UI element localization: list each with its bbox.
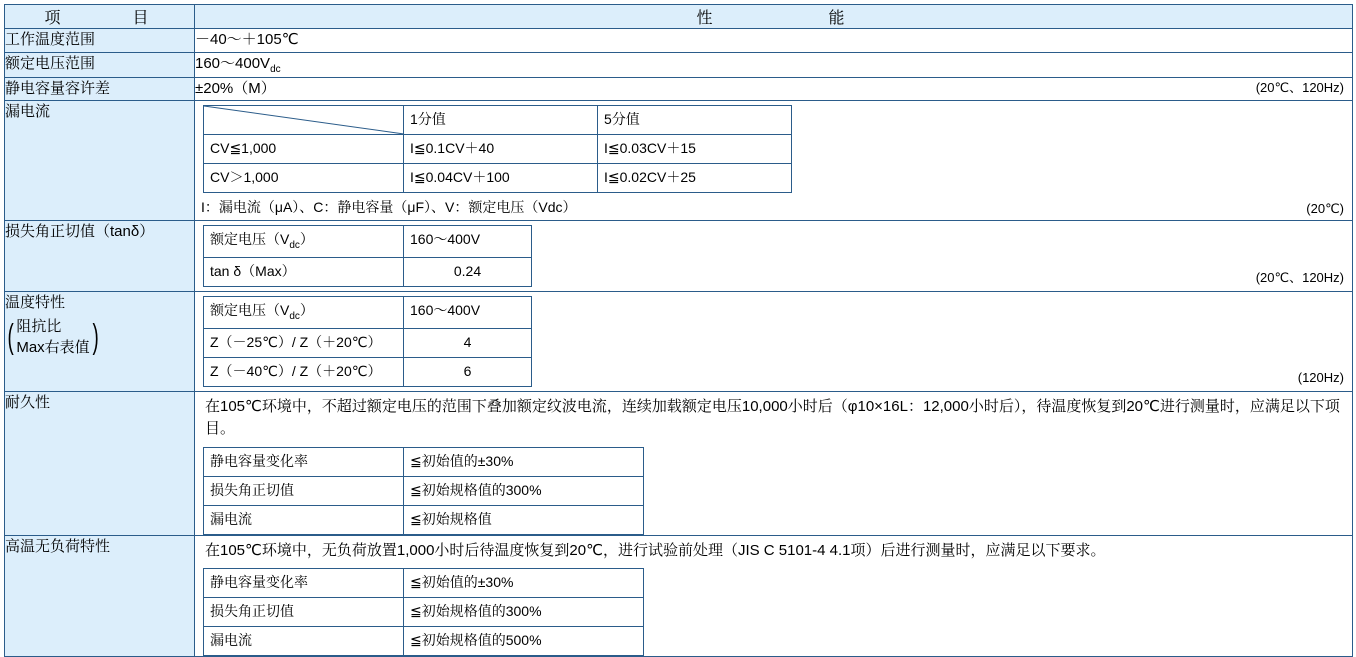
- table-header-row: [5, 5, 1353, 29]
- row-value-tan-delta: [195, 221, 1353, 292]
- temp-char-r3-name: Z（－40℃）/ Z（＋20℃）: [204, 357, 404, 386]
- leakage-inner-table: [203, 105, 792, 193]
- tan-delta-r1-name-post: ）: [299, 231, 314, 247]
- tan-delta-r2-name-pre: tan: [210, 262, 230, 279]
- table-row: [5, 77, 1353, 101]
- tan-delta-note: (20℃、120Hz): [1255, 270, 1344, 286]
- table-row: [5, 221, 1353, 292]
- row-label-temp-char: [5, 291, 195, 391]
- endurance-description: 在105℃环境中，不超过额定电压的范围下叠加额定纹波电流，连续加载额定电压10,000小时后（φ10×16L：12,000小时后），待温度恢复到20℃进行测量时，应满足以下项目。: [205, 397, 1340, 438]
- temp-char-r1-name-sub: dc: [289, 310, 300, 322]
- endurance-inner-table: [203, 447, 644, 535]
- row-value-voltage-range: [195, 52, 1353, 77]
- temp-char-r3-value: 6: [404, 357, 532, 386]
- endurance-r2-value: ≦初始规格值的300%: [404, 476, 644, 505]
- high-temp-r1-value: ≦初始值的±30%: [404, 569, 644, 598]
- row-value-endurance: [195, 391, 1353, 535]
- temp-char-label-line2: 阻抗比: [16, 317, 62, 335]
- voltage-value-subscript: dc: [270, 63, 281, 75]
- leakage-r1-5min: I≦0.03CV＋15: [598, 135, 792, 164]
- tan-delta-r1-name-pre: 额定电压（V: [210, 231, 290, 247]
- endurance-r1-value: ≦初始值的±30%: [404, 447, 644, 476]
- temp-char-note: (120Hz): [1297, 370, 1344, 386]
- leakage-r1-1min: I≦0.1CV＋40: [404, 135, 598, 164]
- temp-char-r1-name: [204, 296, 404, 328]
- endurance-row-3: [204, 505, 644, 534]
- high-temp-r2-value: ≦初始规格值的300%: [404, 598, 644, 627]
- row-label-capacitance-tol: 静电容量容许差: [5, 77, 195, 101]
- temp-char-r2-name: Z（－25℃）/ Z（＋20℃）: [204, 328, 404, 357]
- tan-delta-r1-name-sub: dc: [289, 239, 300, 251]
- leakage-col2-header: 5分值: [598, 106, 792, 135]
- tan-delta-r2-value: 0.24: [404, 257, 532, 286]
- tan-delta-r2-name-symbol: δ: [233, 262, 242, 279]
- diagonal-line-icon: [204, 106, 404, 134]
- high-temp-r3-name: 漏电流: [204, 627, 404, 656]
- row-label-voltage-range: 额定电压范围: [5, 52, 195, 77]
- temp-char-row-3: [204, 357, 532, 386]
- row-label-high-temp: 高温无负荷特性: [5, 535, 195, 657]
- spec-sheet: [0, 4, 1356, 649]
- row-value-high-temp: [195, 535, 1353, 657]
- temp-char-label-group: [5, 316, 194, 360]
- leakage-footnote-wrap: [195, 193, 1352, 220]
- high-temp-description: 在105℃环境中，无负荷放置1,000小时后待温度恢复到20℃，进行试验前处理（JIS C 5101-4 4.1项）后进行测量时，应满足以下要求。: [205, 541, 1106, 559]
- leakage-col1-header: 1分值: [404, 106, 598, 135]
- left-paren-icon: (: [7, 318, 14, 356]
- high-temp-row-1: [204, 569, 644, 598]
- temp-char-label-line1: 温度特性: [5, 293, 66, 311]
- row-label-leakage: 漏电流: [5, 101, 195, 221]
- tan-delta-row-2: [204, 257, 532, 286]
- leakage-header-row: [204, 106, 792, 135]
- temp-char-row-2: [204, 328, 532, 357]
- capacitance-tol-value: ±20%（M）: [195, 79, 276, 97]
- capacitance-tol-note: (20℃、120Hz): [1255, 79, 1344, 95]
- tan-delta-inner-table: [203, 225, 532, 287]
- row-value-temp-char: [195, 291, 1353, 391]
- header-performance-cell: 性 能: [195, 5, 1353, 29]
- endurance-r2-name: 损失角正切值: [204, 476, 404, 505]
- endurance-r3-value: ≦初始规格值: [404, 505, 644, 534]
- row-value-temp-range: －40～＋105℃: [195, 29, 1353, 53]
- temp-char-inner-table: [203, 296, 532, 387]
- tan-delta-r1-name: [204, 226, 404, 258]
- leakage-row-2: [204, 164, 792, 193]
- table-row: [5, 101, 1353, 221]
- leakage-diagonal-cell: [204, 106, 404, 135]
- leakage-row-1: [204, 135, 792, 164]
- table-row: [5, 291, 1353, 391]
- row-value-leakage: [195, 101, 1353, 221]
- temp-char-row-1: [204, 296, 532, 328]
- temp-char-r1-name-pre: 额定电压（V: [210, 301, 290, 318]
- table-row: [5, 391, 1353, 535]
- table-row: [5, 52, 1353, 77]
- row-value-capacitance-tol: [195, 77, 1353, 101]
- endurance-row-1: [204, 447, 644, 476]
- tan-delta-label-symbol: δ: [130, 223, 140, 240]
- leakage-r2-5min: I≦0.02CV＋25: [598, 164, 792, 193]
- endurance-r3-name: 漏电流: [204, 505, 404, 534]
- leakage-note: (20℃): [1306, 200, 1344, 216]
- tan-delta-row-1: [204, 226, 532, 258]
- row-label-endurance: 耐久性: [5, 391, 195, 535]
- temp-char-r2-value: 4: [404, 328, 532, 357]
- leakage-r2-cond: CV＞1,000: [204, 164, 404, 193]
- temp-char-r1-value: 160～400V: [404, 296, 532, 328]
- row-label-tan-delta: [5, 221, 195, 292]
- high-temp-r1-name: 静电容量变化率: [204, 569, 404, 598]
- row-label-temp-range: 工作温度范围: [5, 29, 195, 53]
- right-paren-icon: ): [92, 318, 99, 356]
- table-row: [5, 29, 1353, 53]
- tan-delta-r2-name: [204, 257, 404, 286]
- high-temp-r2-name: 损失角正切值: [204, 598, 404, 627]
- leakage-r2-1min: I≦0.04CV＋100: [404, 164, 598, 193]
- endurance-row-2: [204, 476, 644, 505]
- high-temp-r3-value: ≦初始规格值的500%: [404, 627, 644, 656]
- high-temp-row-2: [204, 598, 644, 627]
- leakage-footnote: I：漏电流（μA）、C：静电容量（μF）、V：额定电压（Vdc）: [201, 199, 577, 215]
- high-temp-inner-table: [203, 568, 644, 656]
- tan-delta-r1-value: 160～400V: [404, 226, 532, 258]
- tan-delta-r2-name-post: （Max）: [241, 262, 296, 279]
- table-row: [5, 535, 1353, 657]
- header-item-cell: 项 目: [5, 5, 195, 29]
- specification-table: [4, 4, 1353, 657]
- temp-char-r1-name-post: ）: [299, 301, 314, 318]
- tan-delta-label-post: ）: [139, 223, 155, 240]
- high-temp-row-3: [204, 627, 644, 656]
- leakage-r1-cond: CV≦1,000: [204, 135, 404, 164]
- tan-delta-label-pre: 损失角正切值（tan: [5, 223, 131, 240]
- voltage-value-text: 160～400V: [195, 54, 271, 72]
- endurance-r1-name: 静电容量变化率: [204, 447, 404, 476]
- temp-char-label-line3: Max右表值: [16, 339, 90, 357]
